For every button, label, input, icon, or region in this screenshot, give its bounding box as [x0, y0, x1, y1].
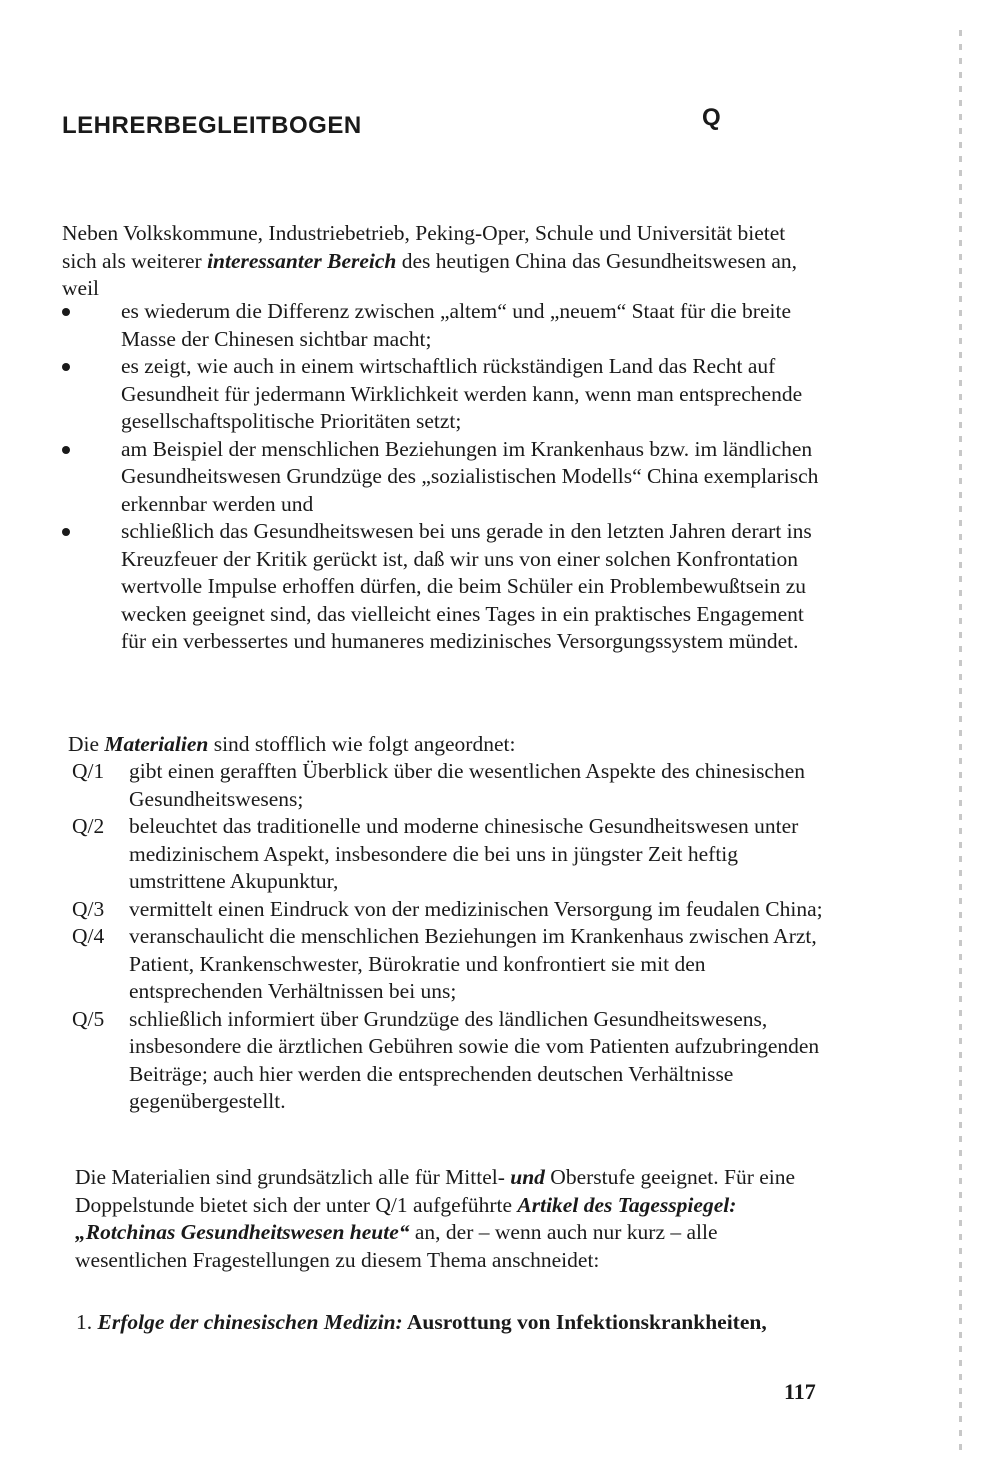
materials-list [72, 758, 832, 1116]
bullet-icon [62, 446, 70, 454]
material-text: beleuchtet das traditionelle und moderne chinesische Gesundheitswesen unter medizinischem Aspekt, insbesondere die bei uns in jüngster Zeit heftig umstrittene Akupunktur, [129, 814, 799, 893]
material-code: Q/1 [72, 759, 105, 783]
material-code: Q/2 [72, 814, 105, 838]
list-item-text: am Beispiel der menschlichen Beziehungen im Krankenhaus bzw. im ländlichen Gesundheitswesen Grundzüge des „sozialistischen Modells“ China exemplarisch erkennbar werden und [121, 436, 819, 516]
section-code: Q [702, 104, 721, 131]
page-edge-scan-artifact [959, 30, 962, 1450]
material-text: gibt einen gerafften Überblick über die wesentlichen Aspekte des chinesischen Gesundheitswesens; [129, 759, 806, 811]
page-title: LEHRERBEGLEITBOGEN [62, 112, 362, 139]
bullet-icon [62, 308, 70, 316]
closing-text-1: Die Materialien sind grundsätzlich alle für Mittel- [75, 1165, 511, 1189]
material-item [72, 1006, 832, 1116]
article-title: Artikel des Tagesspiegel: „Rotchinas Gesundheitswesen heute“ [75, 1192, 737, 1244]
intro-emphasis: interessanter Bereich [207, 248, 397, 273]
materials-intro [68, 731, 828, 759]
intro-text-1: Neben Volkskommune, Industriebetrieb, Peking-Oper, Schule und Universität bietet sich als weiterer [62, 221, 786, 273]
bullet-icon [62, 528, 70, 536]
list-item [62, 298, 822, 353]
item-number: 1. [76, 1310, 93, 1334]
material-code: Q/4 [72, 924, 105, 948]
materials-intro-text-2: sind stofflich wie folgt angeordnet: [208, 732, 516, 756]
list-item [62, 353, 822, 436]
closing-text-2: Oberstufe geeignet. Für eine Doppelstunde bietet sich der unter Q/1 aufgeführte [75, 1165, 796, 1217]
material-text: veranschaulicht die menschlichen Beziehungen im Krankenhaus zwischen Arzt, Patient, Krankenschwester, Bürokratie und konfrontiert sie mit den entsprechenden Verhältnissen bei uns; [129, 924, 817, 1003]
closing-text-3: an, der – wenn auch nur kurz – alle wesentlichen Fragestellungen zu diesem Thema anschneidet: [75, 1220, 718, 1272]
material-text: schließlich informiert über Grundzüge des ländlichen Gesundheitswesens, insbesondere die ärztlichen Gebühren sowie die vom Patienten aufzubringenden Beiträge; auch hier werden die entsprechenden deutschen Verhältnisse gegenübergestellt. [129, 1006, 820, 1113]
material-text: vermittelt einen Eindruck von der medizinischen Versorgung im feudalen China; [129, 896, 823, 921]
material-code: Q/5 [72, 1006, 105, 1031]
intro-paragraph [62, 220, 822, 303]
material-item [72, 813, 832, 896]
page-number: 117 [784, 1379, 816, 1404]
numbered-item [76, 1309, 816, 1337]
material-item [72, 923, 832, 1006]
material-item [72, 896, 832, 924]
intro-text-2: des heutigen China das Gesundheitswesen an, weil [62, 248, 798, 300]
closing-paragraph [75, 1164, 805, 1274]
closing-emphasis-und: und [510, 1165, 545, 1189]
bullet-icon [62, 363, 70, 371]
list-item-text: schließlich das Gesundheitswesen bei uns gerade in den letzten Jahren derart ins Kreuzfeuer der Kritik gerückt ist, daß wir uns von einer solchen Konfrontation wertvolle Impulse erhoffen dürfen, die beim Schüler ein Problembewußtsein zu wecken geeignet sind, das vielleicht eines Tages in ein praktisches Engagement für ein verbessertes und humaneres medizinisches Versorgungssystem mündet. [121, 519, 812, 653]
list-item-text: es wiederum die Differenz zwischen „altem“ und „neuem“ Staat für die breite Masse der Chinesen sichtbar macht; [121, 299, 791, 351]
materials-emphasis: Materialien [104, 732, 209, 756]
list-item [62, 436, 822, 519]
materials-intro-text-1: Die [68, 732, 105, 756]
list-item-text: es zeigt, wie auch in einem wirtschaftlich rückständigen Land das Recht auf Gesundheit für jedermann Wirklichkeit werden kann, wenn man entsprechende gesellschaftspolitische Prioritäten setzt; [121, 354, 803, 433]
list-item [62, 518, 822, 656]
material-code: Q/3 [72, 896, 105, 921]
reasons-list [62, 298, 822, 656]
item-heading: Erfolge der chinesischen Medizin: [97, 1310, 403, 1334]
item-text: Ausrottung von Infektionskrankheiten, [402, 1310, 767, 1334]
material-item [72, 758, 832, 813]
